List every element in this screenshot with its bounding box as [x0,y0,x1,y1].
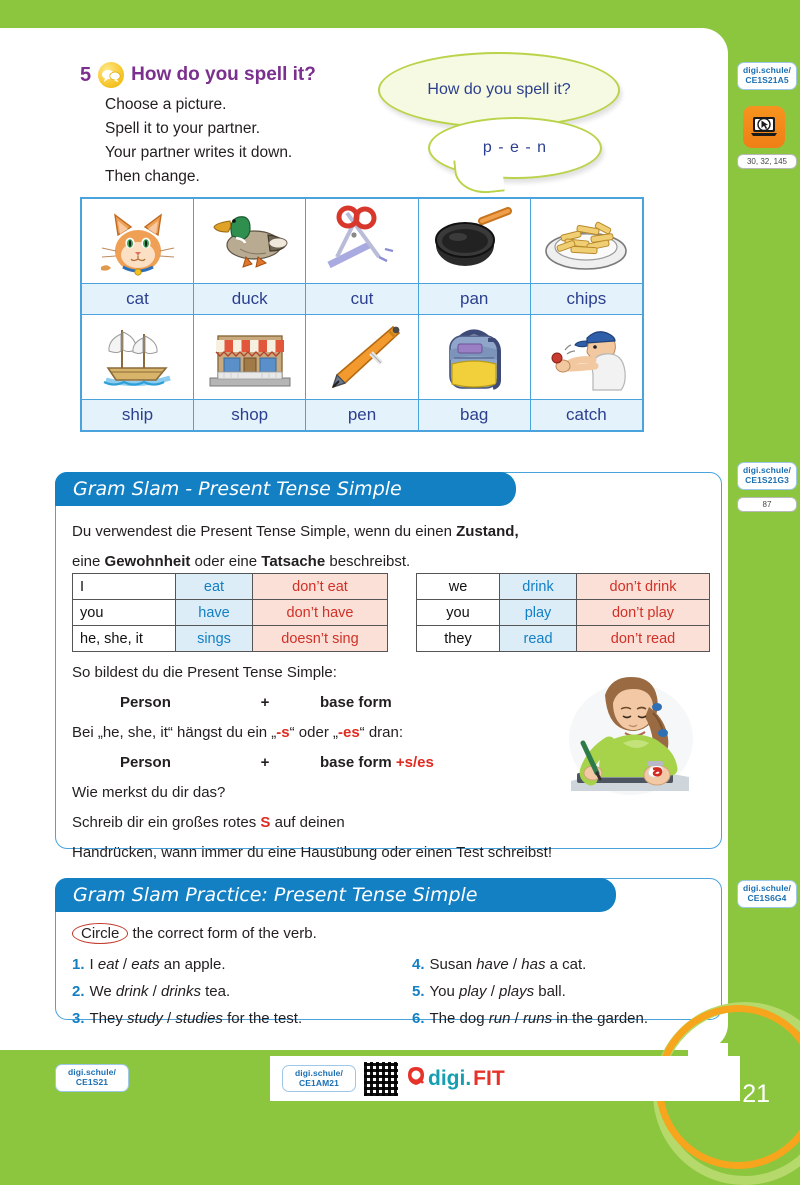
intro-text: Du verwendest die Present Tense Simple, wenn du einen [72,523,457,540]
exercise-separator: / [508,956,522,973]
scissors-icon [306,199,418,284]
pronoun-cell: we [417,574,500,600]
page-reference-2: 87 [737,497,797,512]
positive-cell: drink [500,574,577,600]
body-text: “ oder „ [289,724,338,741]
table-row [73,626,388,652]
exercise-pre: The dog [429,1010,489,1027]
digi-schule-badge-3[interactable] [737,880,797,908]
exercise-option-2[interactable]: runs [522,1010,553,1027]
red-s-letter: S [260,814,271,831]
exercise-separator: / [148,983,161,1000]
formula-baseform: base form [320,754,396,771]
formula-plus: + [260,754,270,771]
body-line-5: Handrücken, wann immer du eine Hausübung oder einen Test schreibst! [72,844,552,861]
badge-line-1: digi.schule/ [743,883,791,893]
pronoun-cell: I [73,574,176,600]
body-line-3: Wie merkst du dir das? [72,784,226,801]
exercise-pre: They [89,1010,128,1027]
exercise-item[interactable] [412,978,566,1005]
grid-word-row [82,284,643,315]
speech-bubbles-pair-icon [98,62,124,88]
exercise-pre: We [89,983,116,1000]
speech-bubble-question-text: How do you spell it? [427,81,571,98]
instruction-line: Choose a picture. [105,96,227,113]
exercise-row [72,951,707,978]
digifit-mark-icon [406,1065,426,1093]
pronoun-cell: you [417,600,500,626]
exercise-post: tea. [200,983,231,1000]
right-margin-column [728,0,800,1131]
intro-line-1 [72,517,702,547]
task-number: 5 [80,63,92,86]
gram-slam-box [55,472,722,861]
duck-icon [194,199,306,284]
exercise-option-1[interactable]: drink [115,983,149,1000]
badge-line-1: digi.schule/ [295,1067,343,1078]
qr-code-icon[interactable] [364,1062,398,1096]
speech-bubble-answer-text: p - e - n [482,139,548,156]
girl-writing-icon [553,669,703,804]
formula-plus: + [260,694,270,711]
instruction-line: Your partner writes it down. [105,144,293,161]
exercise-option-2[interactable]: eats [131,956,160,973]
badge-line-1: digi.schule/ [743,465,791,475]
exercise-item[interactable] [412,1005,648,1032]
formula-base [72,688,492,718]
exercise-text [90,978,231,1005]
body-text: auf deinen [270,814,345,831]
footer-digi-schule-badge-left[interactable] [55,1064,129,1092]
badge-line-1: digi.schule/ [68,1067,116,1077]
body-text: “ dran: [359,724,404,741]
gram-slam-intro [72,517,702,577]
exercise-pre: You [429,983,459,1000]
negative-cell: don’t read [577,626,710,652]
word-label: ship [82,400,194,431]
exercise-separator: / [510,1010,523,1027]
chips-plate-icon [530,199,642,284]
formula-person: Person [120,694,171,711]
body-text: Schreib dir ein großes rotes [72,814,261,831]
exercise-option-2[interactable]: drinks [160,983,201,1000]
cat-icon [82,199,194,284]
exercise-pre: I [89,956,98,973]
exercise-option-2[interactable]: has [521,956,546,973]
instruction-line: Spell it to your partner. [105,120,261,137]
pronoun-cell: they [417,626,500,652]
body-line-2 [72,718,492,748]
body-line-1: So bildest du die Present Tense Simple: [72,664,337,681]
formula-baseform: base form [320,694,392,711]
frying-pan-icon [418,199,530,284]
practice-instruction [72,923,317,944]
table-row [73,600,388,626]
badge-line-2: CE1S21A5 [745,74,789,85]
badge-line-2: CE1AM21 [299,1077,339,1088]
conjugation-table-plural [416,573,710,652]
exercise-row [72,1005,707,1032]
exercise-text [430,978,566,1005]
page-number: 21 [742,1080,770,1108]
laptop-cursor-icon[interactable] [743,106,785,148]
instruction-line: Then change. [105,168,200,185]
exercise-item[interactable] [412,951,586,978]
picture-word-grid [80,197,644,432]
exercise-text [90,951,226,978]
table-row [417,574,710,600]
positive-cell: eat [176,574,253,600]
grid-picture-row [82,199,643,284]
exercise-option-1[interactable]: run [488,1010,511,1027]
word-label: duck [194,284,306,315]
positive-cell: read [500,626,577,652]
suffix-s: -s [276,724,290,741]
conjugation-table-singular [72,573,388,652]
page-reference-1: 30, 32, 145 [737,154,797,169]
badge-line-2: CE1S21G3 [745,474,789,485]
task-instructions [105,93,292,189]
exercise-number: 6. [412,1010,425,1027]
exercise-number: 5. [412,983,425,1000]
gram-slam-body [72,658,552,868]
task-header [80,62,316,88]
negative-cell: don’t eat [253,574,388,600]
digi-schule-badge-2[interactable] [737,462,797,490]
formula-slash: / [412,754,418,771]
pen-icon [306,315,418,400]
word-label: pan [418,284,530,315]
intro-text: oder eine [190,553,262,570]
exercise-number: 2. [72,983,85,1000]
exercise-separator: / [162,1010,176,1027]
digifit-logo-fit: FIT [473,1066,505,1090]
digifit-logo-digi: digi. [428,1066,472,1090]
table-row [417,626,710,652]
exercise-number: 3. [72,1010,85,1027]
word-label: shop [194,400,306,431]
intro-bold-tatsache: Tatsache [261,553,326,570]
exercise-item[interactable] [72,1005,412,1032]
exercise-option-1[interactable]: eat [97,956,119,973]
digifit-logo [406,1065,505,1093]
body-line-4 [72,808,492,838]
negative-cell: don’t drink [577,574,710,600]
exercise-option-1[interactable]: play [459,983,487,1000]
exercise-item[interactable] [72,951,412,978]
table-row [73,574,388,600]
positive-cell: have [176,600,253,626]
pronoun-cell: he, she, it [73,626,176,652]
formula-suffix-es: es [417,754,434,771]
badge-line-1: digi.schule/ [743,65,791,75]
suffix-es: -es [337,724,360,741]
intro-bold-gewohnheit: Gewohnheit [104,553,191,570]
exercise-option-2[interactable]: plays [499,983,535,1000]
exercise-list [72,951,707,1032]
word-label: chips [530,284,642,315]
practice-heading: Gram Slam Practice: Present Tense Simple [55,878,616,912]
table-row [417,600,710,626]
circled-word-circle: Circle [72,923,128,944]
formula-person: Person [120,754,171,771]
sailing-ship-icon [82,315,194,400]
pronoun-cell: you [73,600,176,626]
intro-bold-zustand: Zustand, [456,523,519,540]
footer-digi-schule-badge-right[interactable] [282,1065,356,1093]
word-label: cut [306,284,418,315]
exercise-separator: / [118,956,132,973]
exercise-number: 1. [72,956,85,973]
exercise-pre: Susan [429,956,477,973]
exercise-option-1[interactable]: have [476,956,509,973]
formula-suffix-s: +s [395,754,413,771]
exercise-separator: / [486,983,500,1000]
exercise-post: for the test. [222,1010,303,1027]
footer-logo-strip [270,1056,740,1101]
exercise-post: in the garden. [552,1010,649,1027]
negative-cell: doesn’t sing [253,626,388,652]
word-label: bag [418,400,530,431]
word-label: catch [530,400,642,431]
backpack-icon [418,315,530,400]
grid-word-row [82,400,643,431]
digi-schule-badge-1[interactable] [737,62,797,90]
exercise-option-1[interactable]: study [127,1010,163,1027]
gram-slam-practice-box [55,878,722,1027]
body-text: Bei „he, she, it“ hängst du ein „ [72,724,277,741]
positive-cell: play [500,600,577,626]
shop-icon [194,315,306,400]
exercise-post: an apple. [159,956,226,973]
exercise-post: ball. [534,983,566,1000]
negative-cell: don’t play [577,600,710,626]
boy-catching-ball-icon [530,315,642,400]
negative-cell: don’t have [253,600,388,626]
exercise-option-2[interactable]: studies [175,1010,223,1027]
intro-text: eine [72,553,105,570]
intro-text: beschreibst. [325,553,411,570]
word-label: cat [82,284,194,315]
exercise-text [430,1005,649,1032]
word-label: pen [306,400,418,431]
gram-slam-heading: Gram Slam - Present Tense Simple [55,472,516,506]
task-title: How do you spell it? [131,64,316,85]
exercise-text [90,1005,303,1032]
exercise-row [72,978,707,1005]
exercise-number: 4. [412,956,425,973]
exercise-post: a cat. [545,956,587,973]
exercise-item[interactable] [72,978,412,1005]
badge-line-2: CE1S21 [75,1076,109,1087]
grid-picture-row [82,315,643,400]
exercise-text [430,951,587,978]
positive-cell: sings [176,626,253,652]
instruction-rest: the correct form of the verb. [128,925,317,942]
formula-base-plus-s [72,748,492,778]
badge-line-2: CE1S6G4 [747,892,787,903]
